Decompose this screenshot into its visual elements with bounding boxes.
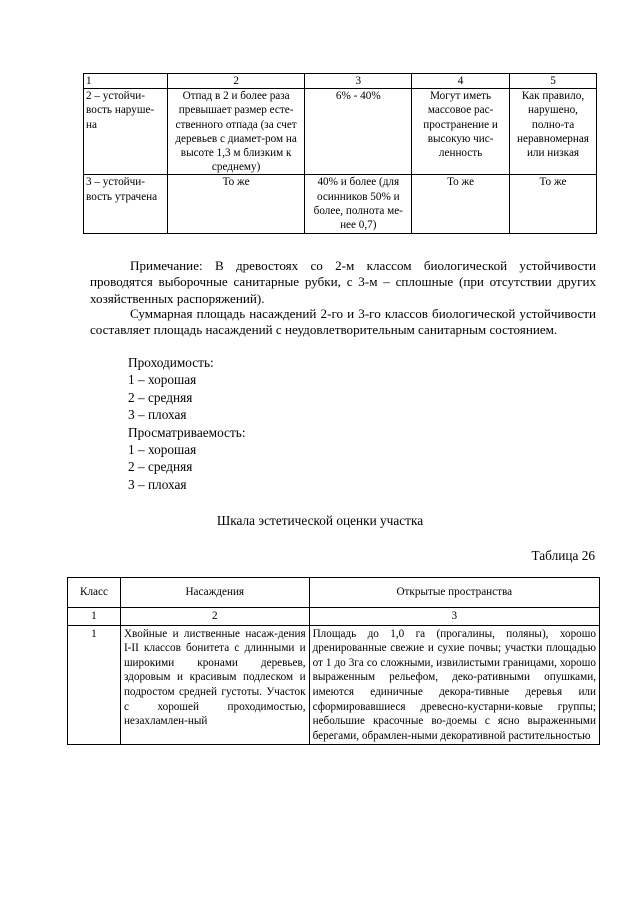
plantings-cell: Хвойные и лиственные насаж-дения I-II классов бонитета с длинными и широкими кронами деревьев, здоровым и красивым подлеском и подростом средней густоты. Участок с хорошей проходимостью, незахламлен-ный	[120, 625, 309, 745]
table-cell: Как правило, нарушено, полно-та неравномерная или низкая	[510, 89, 597, 175]
table-header-row	[84, 74, 597, 89]
col-number: 2	[120, 608, 309, 626]
visibility-title: Просматриваемость:	[128, 424, 246, 440]
open-spaces-cell: Площадь до 1,0 га (прогалины, поляны), хорошо дренированные свежие и сухие почвы; участки площадью от 1 до 3га со сложными, извилистыми границами, хорошо выраженным рельефом, деко-ративными опушками, имеются единичные декора-тивные деревья или сформировавшиеся древесно-кустарни-ковые группы; небольшие красочные во-доемы с ясно выраженными берегами, обрамлен-ными декоративной растительностью	[309, 625, 599, 745]
table-cell: 6% - 40%	[305, 89, 412, 175]
col-number: 1	[68, 608, 121, 626]
table-row	[68, 625, 600, 745]
table-cell: То же	[510, 175, 597, 234]
table-cell: То же	[167, 175, 305, 234]
col-number-3: 3	[305, 74, 412, 89]
list-item: 1 – хорошая	[128, 442, 197, 458]
col-number: 3	[309, 608, 599, 626]
list-item: 3 – плохая	[128, 476, 187, 492]
stability-table	[83, 73, 597, 234]
list-item: 3 – плохая	[128, 407, 187, 423]
table-cell: 2 – устойчи-вость наруше-на	[84, 89, 168, 175]
note-paragraph: Примечание: В древостоях со 2-м классом биологической устойчивости проводятся выборочные санитарные рубки, с 3-м – сплошные (при отсутствии других хозяйственных распоряжений).	[90, 258, 596, 306]
aesthetic-table	[67, 577, 600, 745]
table-header-row	[68, 578, 600, 608]
table-row	[84, 175, 597, 234]
passability-title: Проходимость:	[128, 355, 214, 370]
table-cell: 40% и более (для осинников 50% и более, полнота ме-нее 0,7)	[305, 175, 412, 234]
class-cell: 1	[68, 625, 121, 745]
table-label: Таблица 26	[531, 548, 595, 563]
list-item: 2 – средняя	[128, 389, 193, 405]
table-cell: 3 – устойчи-вость утрачена	[84, 175, 168, 234]
table-number-row	[68, 608, 600, 626]
col-number-1: 1	[84, 74, 168, 89]
column-header: Класс	[68, 578, 121, 608]
table-cell: То же	[412, 175, 510, 234]
summary-paragraph: Суммарная площадь насаждений 2-го и 3-го классов биологической устойчивости составляет площадь насаждений с неудовлетворительным санитарным состоянием.	[90, 306, 596, 338]
list-item: 2 – средняя	[128, 459, 193, 475]
table-row	[84, 89, 597, 175]
col-number-5: 5	[510, 74, 597, 89]
column-header: Открытые пространства	[309, 578, 599, 608]
column-header: Насаждения	[120, 578, 309, 608]
col-number-4: 4	[412, 74, 510, 89]
table-cell: Могут иметь массовое рас-пространение и высокую чис-ленность	[412, 89, 510, 175]
rating-lists	[128, 354, 246, 493]
col-number-2: 2	[167, 74, 305, 89]
section-heading: Шкала эстетической оценки участка	[216, 513, 424, 528]
table-cell: Отпад в 2 и более раза превышает размер есте-ственного отпада (за счет деревьев с диамет-ром на высоте 1,3 м близким к среднему)	[167, 89, 305, 175]
list-item: 1 – хорошая	[128, 372, 197, 388]
